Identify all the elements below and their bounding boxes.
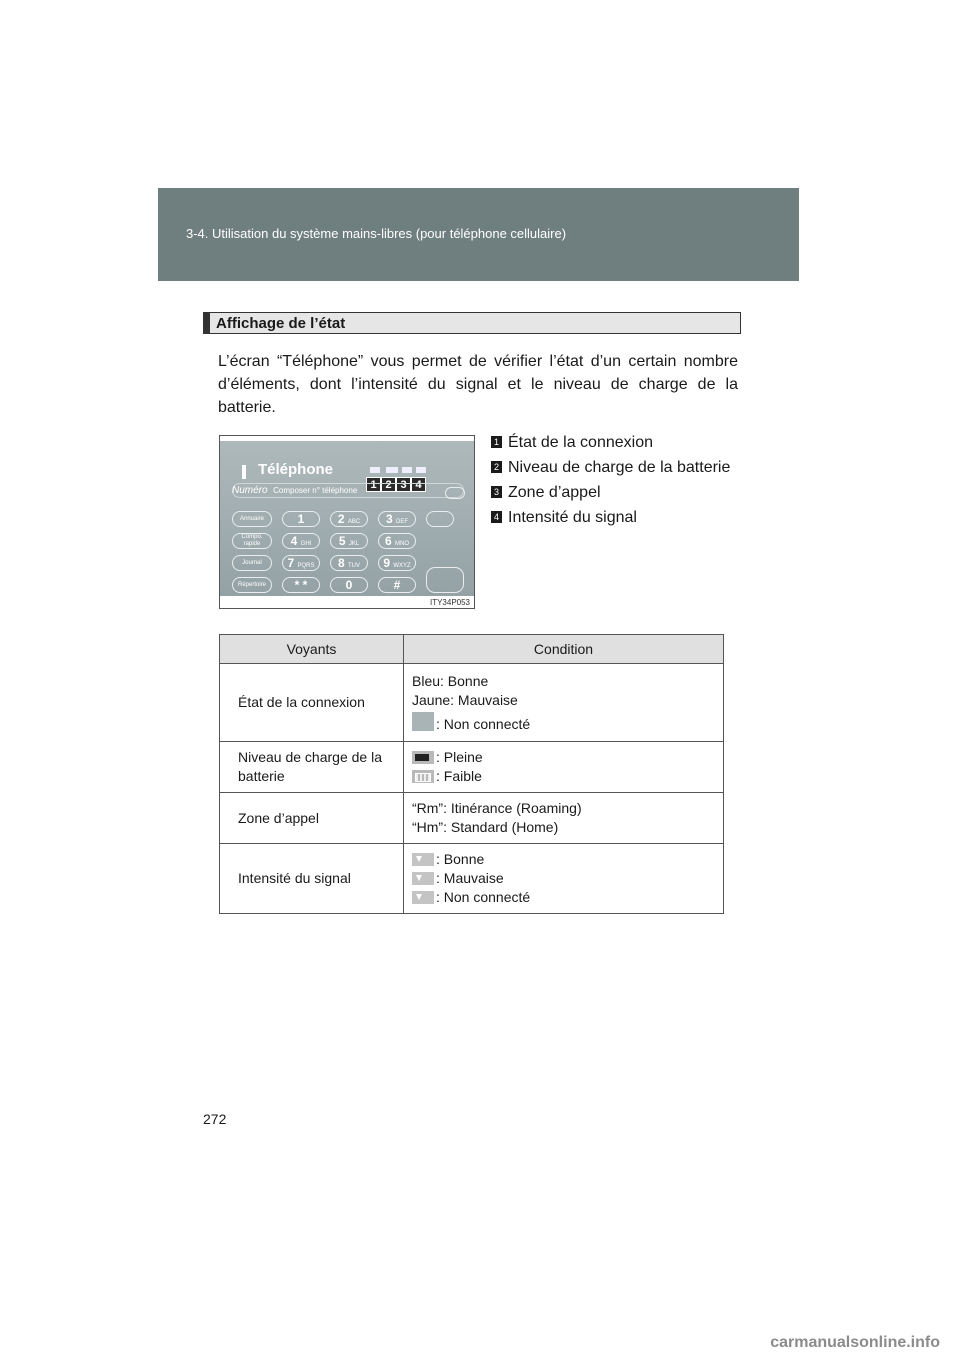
legend-text: État de la connexion [508,434,653,451]
number-label [232,485,432,501]
legend-text: Zone d’appel [508,484,601,501]
keypad-key-4[interactable] [282,533,320,549]
condition-line: Jaune: Mauvaise [412,691,518,708]
condition-text: : Bonne [436,851,485,867]
intro-paragraph: L’écran “Téléphone” vous permet de vérifier l’état d’un certain nombre d’éléments, dont l’intensité du signal et le niveau de charge de la batterie. [218,353,738,416]
table-header-condition: Condition [404,635,724,664]
key-digit: 2 [337,512,345,526]
keypad-key-1[interactable] [282,511,320,527]
phone-screen [220,441,474,596]
legend-text: Intensité du signal [508,509,637,526]
key-digit: * * [294,578,308,592]
table-header-row [220,635,724,664]
signal-strong-icon [412,853,434,866]
condition-line [412,712,715,734]
condition-line [412,850,715,869]
callout-4: 4 [411,477,426,492]
key-digit: 3 [385,512,393,526]
keypad-key-7[interactable] [282,555,320,571]
key-letters: ABC [347,519,361,525]
figure-code: ITY34P053 [429,598,470,607]
key-digit: 1 [297,512,305,526]
table-row [220,793,724,844]
legend-text: Niveau de charge de la batterie [508,459,731,476]
signal-weak-icon [412,872,434,885]
keypad-key-star[interactable] [282,577,320,593]
keypad-key-2[interactable] [330,511,368,527]
key-digit: 7 [287,556,295,570]
status-icons-row [368,467,430,475]
bluetooth-disconnected-icon [412,712,434,731]
phone-screen-figure [219,435,475,609]
table-cell-indicator: État de la connexion [220,664,404,742]
connection-status-icon [370,467,380,473]
table-cell-condition [404,793,724,844]
number-placeholder: Composer n° téléphone [273,486,358,495]
callout-1: 1 [366,477,381,492]
table-cell-condition [404,742,724,793]
legend-number: 3 [491,486,502,498]
close-button[interactable] [445,487,465,499]
watermark: carmanualsonline.info [770,1334,940,1351]
key-letters: GHI [300,541,312,547]
legend-number: 4 [491,511,502,523]
key-digit: # [393,578,401,592]
condition-line: Bleu: Bonne [412,672,489,689]
table-header-voyants: Voyants [220,635,404,664]
battery-status-icon [386,467,398,473]
table-row [220,844,724,914]
legend-item [491,481,737,505]
side-key-repertoire[interactable]: Répertoire [232,577,272,593]
key-digit: 5 [338,534,346,548]
key-letters: MNO [395,541,410,547]
legend-number: 1 [491,436,502,448]
key-letters: PQRS [297,563,315,569]
figure-legend [491,431,737,530]
status-indicator-table [219,634,724,914]
keypad-key-8[interactable] [330,555,368,571]
condition-text: : Faible [436,768,482,784]
keypad-key-3[interactable] [378,511,416,527]
table-row [220,664,724,742]
keypad-key-hash[interactable] [378,577,416,593]
key-digit: 4 [290,534,298,548]
keypad-key-0[interactable] [330,577,368,593]
key-digit: 8 [337,556,345,570]
number-label-text: Numéro [232,485,268,496]
condition-text: : Non connecté [436,889,531,905]
table-cell-indicator: Niveau de charge de la batterie [220,742,404,793]
side-key-annuaire[interactable]: Annuaire [232,511,272,527]
key-digit: 0 [345,578,353,592]
keypad-key-5[interactable] [330,533,368,549]
key-letters: DEF [396,519,409,525]
chapter-section-title: 3-4. Utilisation du système mains-libres (pour téléphone cellulaire) [186,226,567,241]
phone-screen-title: Téléphone [258,461,334,478]
condition-line: “Rm”: Itinérance (Roaming) [412,800,582,816]
battery-low-icon [412,770,434,783]
copy-icon-button[interactable] [426,511,454,527]
key-digit: 9 [383,556,390,570]
table-cell-condition [404,844,724,914]
roaming-status-icon [402,467,412,473]
table-cell-indicator: Zone d’appel [220,793,404,844]
side-key-compo-rapide[interactable]: Compo. rapide [232,533,272,549]
condition-line [412,748,715,767]
signal-none-icon [412,891,434,904]
condition-text: : Mauvaise [436,870,504,886]
section-title: Affichage de l’état [216,315,346,332]
keypad-key-9[interactable] [378,555,416,571]
section-title-bar [204,313,210,333]
section-title-box [203,312,741,334]
table-cell-condition [404,664,724,742]
key-letters: TUV [348,563,361,569]
condition-text: : Pleine [436,749,483,765]
condition-line [412,869,715,888]
call-button[interactable] [426,567,464,593]
legend-item [491,431,737,455]
phone-handset-icon [242,465,246,479]
callout-3: 3 [396,477,411,492]
key-letters: JKL [348,541,360,547]
legend-item [491,456,737,480]
legend-number: 2 [491,461,502,473]
key-digit: 6 [384,534,392,548]
condition-line [412,767,715,786]
table-cell-indicator: Intensité du signal [220,844,404,914]
page-number: 272 [203,1111,227,1127]
keypad-key-6[interactable] [378,533,416,549]
chapter-header-band [158,188,799,281]
legend-item [491,506,737,530]
condition-text: : Non connecté [436,715,531,732]
callout-2: 2 [381,477,396,492]
side-key-journal[interactable]: Journal [232,555,272,571]
signal-status-icon [416,467,426,473]
table-row [220,742,724,793]
battery-full-icon [412,751,434,764]
condition-line [412,888,715,907]
condition-line: “Hm”: Standard (Home) [412,819,559,835]
key-letters: WXYZ [393,563,411,569]
